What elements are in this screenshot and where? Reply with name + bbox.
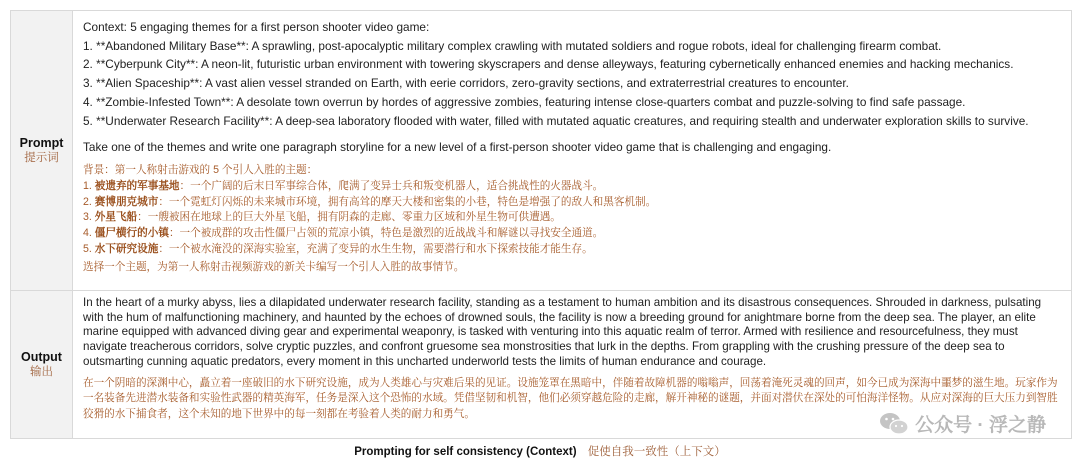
prompt-context-line: Context: 5 engaging themes for a first person shooter video game: — [83, 20, 430, 34]
wechat-icon — [879, 411, 909, 437]
prompt-theme-line: 4. **Zombie-Infested Town**: A desolate town overrun by hordes of aggressive zombies, featuring intense close-quarters combat and puzzle-solving to find safe passage. — [83, 94, 966, 109]
prompt-label: Prompt — [19, 135, 64, 150]
prompt-task-line: Take one of the themes and write one paragraph storyline for a new level of a first-person shooter video game that is challenging and engaging. — [83, 140, 832, 155]
prompt-zh-intro: 背景：第一人称射击游戏的 5 个引人入胜的主题： — [83, 163, 318, 176]
watermark — [879, 410, 1046, 437]
output-en-paragraph: In the heart of a murky abyss, lies a dilapidated underwater research facility, standing as a testament to human ambition and its disastrous consequences. Shrouded in darkness, pulsating with the hum of malfunctioning machinery, and haunted by the echoes of drowned souls, the facility is now a breeding ground for anightmare borne from the deep sea. The player, an elite marine equipped with advanced diving gear and experimental weaponry, is tasked with venturing into this aquatic realm of terror. Armed with resilience and resourcefulness, they must navigate treacherous corridors, solve cryptic puzzles, and confront gruesome sea monstrosities that lurk in the depths. From grappling with the crushing pressure of the deep sea to outsmarting cunning aquatic predators, every moment in this uncharted underworld tests the limits of human endurance and courage. — [83, 296, 1042, 368]
prompt-theme-line: 3. **Alien Spaceship**: A vast alien vessel stranded on Earth, with eerie corridors, zero-gravity sections, and extraterrestrial creatures to encounter. — [83, 76, 849, 91]
prompt-zh-item: 5. 水下研究设施：一个被水淹没的深海实验室，充满了变异的水生生物，需要潜行和水下探索技能才能生存。 — [83, 242, 593, 255]
caption-en: Prompting for self consistency (Context) — [354, 446, 577, 458]
output-label: Output — [21, 349, 62, 364]
prompt-zh-block — [83, 163, 1061, 276]
prompt-zh-item: 4. 僵尸横行的小镇：一个被成群的攻击性僵尸占领的荒凉小镇，特色是激烈的近战战斗和解谜以寻找安全通道。 — [83, 227, 604, 240]
prompt-zh-item: 1. 被遗弃的军事基地：一个广阔的后末日军事综合体，爬满了变异士兵和叛变机器人，适合挑战性的火器战斗。 — [83, 179, 604, 192]
prompt-theme-line: 1. **Abandoned Military Base**: A sprawling, post-apocalyptic military complex crawling with mutated soldiers and rogue robots, ideal for challenging firearm combat. — [83, 38, 942, 53]
prompt-label-zh: 提示词 — [24, 151, 59, 164]
figure-caption — [0, 443, 1080, 459]
prompt-row — [11, 11, 1071, 291]
prompt-zh-item: 3. 外星飞船：一艘被困在地球上的巨大外星飞船，拥有阴森的走廊、零重力区域和外星生物可供遭遇。 — [83, 211, 561, 224]
watermark-text: 公众号 · 浮之静 — [915, 415, 1046, 436]
caption-zh: 促使自我一致性（上下文） — [587, 446, 726, 458]
prompt-theme-line: 2. **Cyberpunk City**: A neon-lit, futuristic urban environment with towering skyscrapers and dense alleyways, featuring cybernetically enhanced enemies and hacking mechanics. — [83, 57, 1014, 72]
prompt-zh-task: 选择一个主题，为第一人称射击视频游戏的新关卡编写一个引人入胜的故事情节。 — [83, 260, 465, 273]
prompt-zh-item: 2. 赛博朋克城市：一个霓虹灯闪烁的未来城市环境，拥有高耸的摩天大楼和密集的小巷，特色是增强了的敌人和黑客机制。 — [83, 195, 657, 208]
prompt-label-cell — [11, 11, 73, 290]
output-label-cell — [11, 291, 73, 438]
prompt-theme-line: 5. **Underwater Research Facility**: A deep-sea laboratory flooded with water, filled with mutated aquatic creatures, and requiring stealth and underwater exploration skills to survive. — [83, 113, 1029, 128]
output-label-zh: 输出 — [30, 365, 53, 378]
prompt-content — [73, 11, 1071, 290]
prompt-output-table — [10, 10, 1072, 439]
output-zh-paragraph: 在一个阴暗的深渊中心，矗立着一座破旧的水下研究设施，成为人类雄心与灾难后果的见证。设施笼罩在黑暗中，伴随着故障机器的嗡嗡声，回荡着淹死灵魂的回声，如今已成为深海中噩梦的滋生地。玩家作为一名装备先进潜水装备和实验性武器的精英海军，任务是深入这个恐怖的水域。凭借坚韧和机智，他们必须穿越危险的走廊，解开神秘的谜题，并面对潜伏在深处的可怕海洋怪物。从应对深海的巨大压力到智胜狡猾的水下捕食者，这个未知的地下世界中的每一刻都在考验着人类的耐力和勇气。 — [83, 376, 1058, 420]
